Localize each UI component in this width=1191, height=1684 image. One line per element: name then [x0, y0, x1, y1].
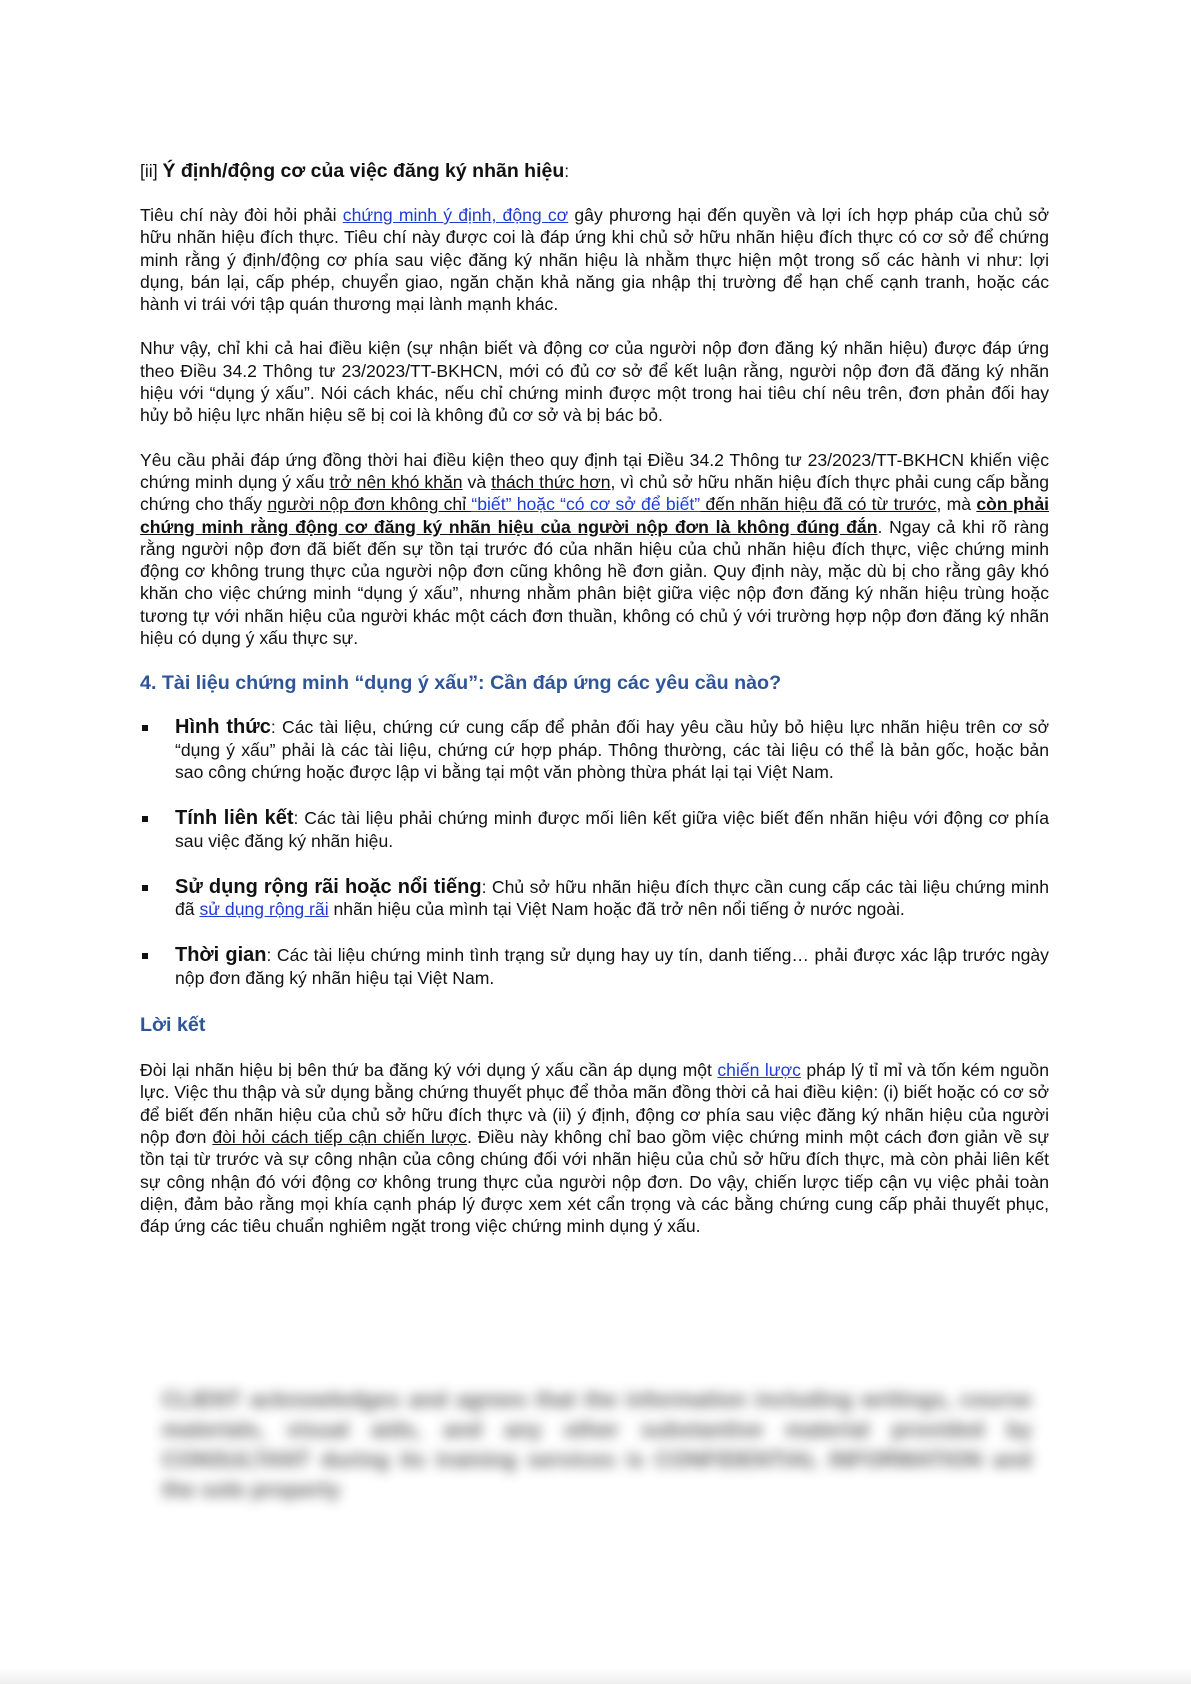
text-run: gây phương hại đến quyền và lợi ích hợp pháp của chủ sở hữu nhãn hiệu đích thực. Tiêu chí này được coi là đáp ứng khi chủ sở hữu nhãn hiệu đích thực có cơ sở để chứng minh rằng ý định/động cơ phía sau việc đăng ký nhãn hiệu là nhằm thực hiện một trong số các hành vi như: lợi dụng, bán lại, cấp phép, chuyển giao, ngăn chặn khả năng gia nhập thị trường để hạn chế cạnh tranh, hoặc các hành vi trái với tập quán thương mại lành mạnh khác. — [140, 205, 1049, 315]
criterion-term: Sử dụng rộng rãi hoặc nổi tiếng — [175, 875, 482, 898]
underlined-text: thách thức hơn — [491, 471, 611, 492]
link-strategy[interactable]: chiến lược — [717, 1060, 801, 1081]
document-body — [140, 160, 1049, 1237]
underlined-text: đòi hỏi cách tiếp cận chiến lược — [212, 1126, 467, 1147]
text-run: , mà — [936, 494, 977, 515]
text-run: , vì chủ sở hữu nhãn hiệu đích thực phải cung cấp bằng chứng cho thấy — [140, 471, 1050, 515]
list-item — [140, 944, 1049, 989]
paragraph-both-conditions: Như vậy, chỉ khi cả hai điều kiện (sự nhận biết và động cơ của người nộp đơn đăng ký nhãn hiệu) được đáp ứng theo Điều 34.2 Thông tư 23/2023/TT-BKHCN, mới có đủ cơ sở để kết luận rằng, người nộp đơn đã đăng ký nhãn hiệu với “dụng ý xấu”. Nói cách khác, nếu chỉ chứng minh được một trong hai tiêu chí nêu trên, đơn phản đối hay hủy bỏ hiệu lực nhãn hiệu sẽ bị coi là không đủ cơ sở và bị bác bỏ. — [140, 338, 1049, 426]
bold-underlined-text: còn phải chứng minh rằng động cơ đăng ký nhãn hiệu của người nộp đơn là không đúng đắn — [140, 494, 1050, 537]
criterion-text: : Chủ sở hữu nhãn hiệu đích thực cần cung cấp các tài liệu chứng minh đã — [175, 876, 1049, 920]
criterion-text: : Các tài liệu chứng minh tình trạng sử dụng hay uy tín, danh tiếng… phải được xác lập trước ngày nộp đơn đăng ký nhãn hiệu tại Việt Nam. — [175, 945, 1049, 988]
text-run: . Ngay cả khi rõ ràng rằng người nộp đơn đã biết đến sự tồn tại trước đó của nhãn hiệu của chủ nhãn hiệu đích thực, việc chứng minh động cơ không trung thực của người nộp đơn cũng không hề đơn giản. Quy định này, mặc dù bị cho rằng gây khó khăn cho việc chứng minh “dụng ý xấu”, nhưng nhằm phân biệt giữa việc nộp đơn đăng ký nhãn hiệu trùng hoặc tương tự với nhãn hiệu của người khác một cách đơn thuần, không có chủ ý với trường hợp nộp đơn đăng ký nhãn hiệu có dụng ý xấu thực sự. — [140, 516, 1049, 649]
underlined-text: người nộp đơn không chỉ — [267, 494, 472, 515]
section-ii-heading — [140, 160, 1049, 182]
link-known-or-should-know[interactable]: “biết” hoặc “có cơ sở để biết” — [471, 494, 701, 515]
text-run: Yêu cầu phải đáp ứng đồng thời hai điều kiện theo quy định tại Điều 34.2 Thông tư 23/2023/TT-BKHCN khiến việc chứng minh dụng ý xấu — [140, 449, 1049, 492]
criterion-text: nhãn hiệu của mình tại Việt Nam hoặc đã trở nên nổi tiếng ở nước ngoài. — [328, 899, 905, 920]
criterion-term: Hình thức — [175, 716, 271, 739]
section-ii-suffix: : — [564, 161, 570, 181]
text-run: và — [462, 471, 492, 492]
section-ii-title: Ý định/động cơ của việc đăng ký nhãn hiệu — [162, 160, 565, 182]
section-4-heading: 4. Tài liệu chứng minh “dụng ý xấu”: Cần đáp ứng các yêu cầu nào? — [140, 672, 782, 695]
list-item — [140, 876, 1049, 921]
page-bottom-edge — [0, 1668, 1191, 1684]
list-item — [140, 807, 1049, 852]
text-run: . Điều này không chỉ bao gồm việc chứng minh một cách đơn giản về sự tồn tại từ trước và sự công nhận của công chúng đối với nhãn hiệu của chủ sở hữu đích thực, mà còn phải liên kết sự công nhận đó với động cơ không trung thực của người nộp đơn. Do vậy, chiến lược tiếp cận vụ việc phải toàn diện, đảm bảo rằng mọi khía cạnh pháp lý được xem xét cẩn trọng và các bằng chứng cung cấp phải thuyết phục, đáp ứng các tiêu chuẩn nghiêm ngặt trong việc chứng minh dụng ý xấu. — [140, 1126, 1049, 1237]
list-item — [140, 716, 1049, 783]
text-run: Tiêu chí này đòi hỏi phải — [140, 205, 343, 225]
paragraph-requirement-difficulty — [140, 449, 1049, 650]
section-ii-prefix: [ii] — [140, 161, 163, 181]
criteria-list — [140, 716, 1049, 989]
link-prove-intent[interactable]: chứng minh ý định, động cơ — [342, 205, 569, 225]
criterion-term: Thời gian — [175, 944, 267, 967]
underlined-text: đến nhãn hiệu đã có từ trước — [700, 494, 937, 515]
paragraph-conclusion — [140, 1059, 1049, 1237]
criterion-text: : Các tài liệu, chứng cứ cung cấp để phản đối hay yêu cầu hủy bỏ hiệu lực nhãn hiệu trên cơ sở “dụng ý xấu” phải là các tài liệu, chứng cứ hợp pháp. Thông thường, các tài liệu có thể là bản gốc, hoặc bản sao công chứng hoặc được lập vi bằng tại một văn phòng thừa phát lại tại Việt Nam. — [175, 717, 1049, 782]
paragraph-intent-criterion — [140, 204, 1049, 315]
link-widely-used[interactable]: sử dụng rộng rãi — [199, 899, 329, 920]
text-run: pháp lý tỉ mỉ và tốn kém nguồn lực. Việc thu thập và sử dụng bằng chứng thuyết phục để thỏa mãn đồng thời cả hai điều kiện: (i) biết hoặc có cơ sở để biết đến nhãn hiệu của chủ sở hữu đích thực và (ii) ý định, động cơ phía sau việc đăng ký nhãn hiệu của người nộp đơn — [140, 1060, 1049, 1147]
criterion-text: : Các tài liệu phải chứng minh được mối liên kết giữa việc biết đến nhãn hiệu với động cơ phía sau việc đăng ký nhãn hiệu. — [175, 808, 1049, 851]
blurred-confidentiality-notice: CLIENT acknowledges and agrees that the information including writings, course materials, visual aids, and any other substantive material provided by CONSULTANT during its training services is CONFIDENTIAL INFORMATION and the sole property — [162, 1387, 1032, 1502]
underlined-text: trở nên khó khăn — [329, 471, 463, 492]
conclusion-heading: Lời kết — [140, 1014, 206, 1037]
text-run: Đòi lại nhãn hiệu bị bên thứ ba đăng ký với dụng ý xấu cần áp dụng một — [140, 1060, 718, 1081]
criterion-term: Tính liên kết — [175, 807, 294, 830]
